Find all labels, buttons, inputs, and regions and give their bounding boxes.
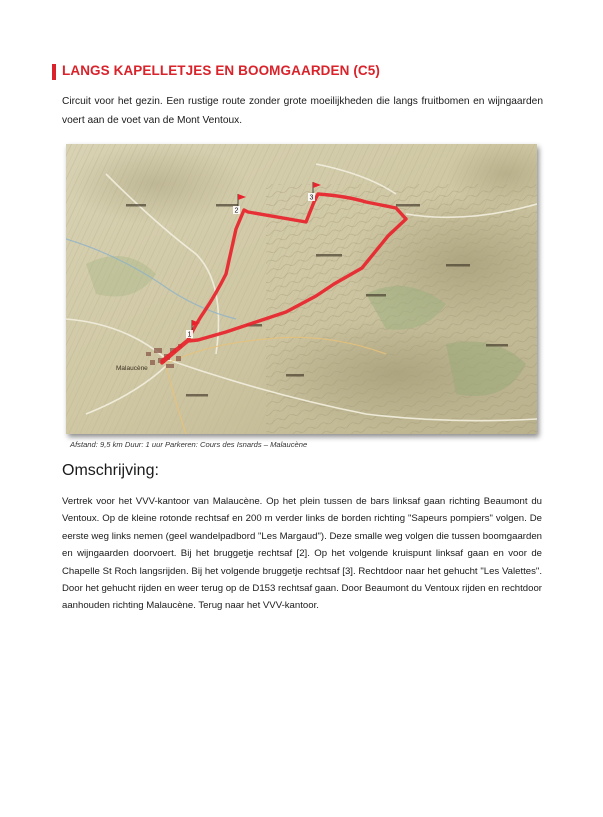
waypoint-1-label: 1 [187, 331, 192, 339]
map-town-label: Malaucène [116, 365, 148, 372]
description-heading: Omschrijving: [62, 462, 159, 479]
route-map [66, 144, 537, 434]
description-paragraph: Vertrek voor het VVV-kantoor van Malaucène. Op het plein tussen de bars linksaf gaan richting Beaumont du Ventoux. Op de kleine rotonde rechtsaf en 200 m verder links de borden richting "Sapeurs pompiers" volgen. De eerste weg links nemen (geel wandelpadbord "Les Margaud"). Deze smalle weg volgen die tussen boomgaarden en wijngaarden doorvoert. Bij het bruggetje rechtsaf [2]. Op het volgende kruispunt linksaf gaan en voor de Chapelle St Roch langsrijden. Bij het volgende bruggetje rechtsaf [3]. Rechtdoor naar het gehucht "Les Valettes". Door het gehucht rijden en weer terug op de D153 rechtsaf gaan. Door Beaumont du Ventoux rijden en rechtdoor aanhouden richting Malaucène. Terug naar het VVV-kantoor. [62, 496, 542, 612]
waypoint-3-label: 3 [309, 194, 314, 202]
map-hill [66, 144, 246, 224]
page-title: LANGS KAPELLETJES EN BOOMGAARDEN (C5) [62, 63, 380, 78]
waypoint-2-label: 2 [234, 207, 239, 215]
map-caption: Afstand: 9,5 km Duur: 1 uur Parkeren: Cours des Isnards – Malaucène [70, 440, 308, 449]
title-accent-bar [52, 64, 56, 80]
intro-paragraph: Circuit voor het gezin. Een rustige route zonder grote moeilijkheden die langs fruitbomen en wijngaarden voert aan de voet van de Mont Ventoux. [62, 96, 543, 126]
